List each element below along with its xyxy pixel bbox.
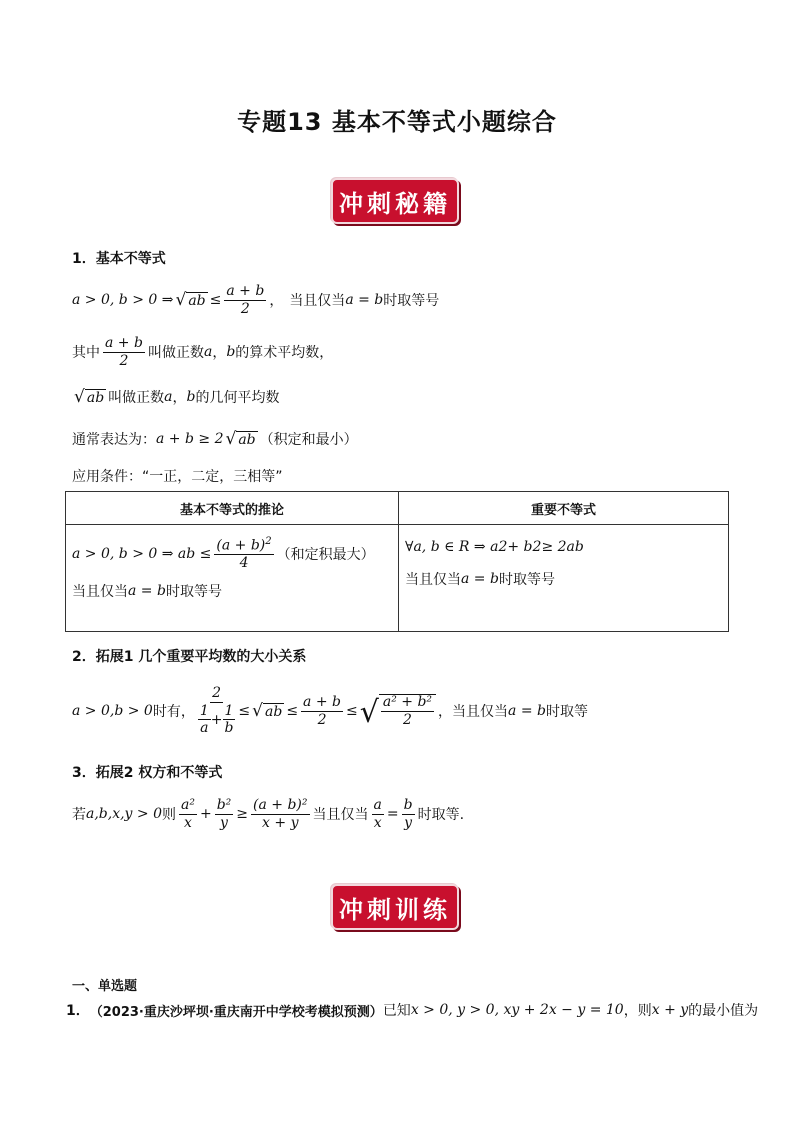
table-cell-corollary: a > 0, b > 0 ⇒ ab ≤ $\frac{(a + b)^2}{4}$ （和定积最大） 当且仅当 a = b 时取等号 <box>66 525 399 632</box>
arithmetic-mean: $\frac{a + b}{2}$ <box>303 693 341 728</box>
usual-expression: 通常表达为： a + b ≥ 2 √ ab （积定和最小） <box>72 428 358 449</box>
power-sum-inequality: 若 a,b,x,y > 0 则 $\frac{\text{a²}}{x}$ + $\frac{\text{b²}}{y}$ ≥ $\frac{\text{(a + b)²}}{x + y}$ 当且仅当 $\frac{a}{x}$ = $\frac{b}{y}$ 时取等. <box>72 797 465 831</box>
sqrt-ab: √ ab <box>175 289 206 310</box>
section-3-heading: 3．拓展2 权方和不等式 <box>72 765 223 781</box>
am-fraction: $\frac{a + b}{2}$ <box>226 283 265 317</box>
inequality-table <box>65 491 729 632</box>
table-header-left: 基本不等式的推论 <box>66 492 399 525</box>
page-title: 专题13 基本不等式小题综合 <box>237 108 557 136</box>
arithmetic-mean-def: 其中 $\frac{a + b}{2}$ 叫做正数 a ， b 的算术平均数， <box>72 335 334 369</box>
table-header-right: 重要不等式 <box>399 492 729 525</box>
application-conditions: 应用条件：“一正，二定，三相等” <box>72 469 283 485</box>
section-2-heading: 2．拓展1 几个重要平均数的大小关系 <box>72 649 307 665</box>
quadratic-mean: √ $\frac{\text{a² + b²}}{2}$ <box>360 694 436 727</box>
section-1-heading: 1．基本不等式 <box>72 251 166 267</box>
table-cell-important: ∀a, b ∈ R ⇒ a 2 + b 2 ≥ 2ab 当且仅当 a = b 时取等号 <box>399 525 729 632</box>
question-category: 一、单选题 <box>72 979 138 994</box>
tips-badge: 冲刺秘籍 <box>331 178 459 224</box>
basic-inequality-formula: a > 0, b > 0 ⇒ √ ab ≤ $\frac{a + b}{2}$ ， 当且仅当 a = b 时取等号 <box>72 283 440 317</box>
training-badge: 冲刺训练 <box>331 884 459 930</box>
mean-inequality-chain: a > 0,b > 0 时有， 2 $\frac{1}{a}$ + $\frac{1}{b}$ ≤ √ ab ≤ $\frac{a + b}{2}$ ≤ √ $\frac{\text{a² + b²}}{2}$ ，当且仅当 a = b 时取等 <box>72 685 588 737</box>
harmonic-mean: 2 $\frac{1}{a}$ + $\frac{1}{b}$ <box>199 685 234 737</box>
geometric-mean-def: √ ab 叫做正数 a ， b 的几何平均数 <box>74 386 280 407</box>
question-1: 1． （2023·重庆沙坪坝·重庆南开中学校考模拟预测） 已知 x > 0, y > 0, xy + 2x − y = 10 ，则 x + y 的最小值为 <box>66 1002 759 1020</box>
